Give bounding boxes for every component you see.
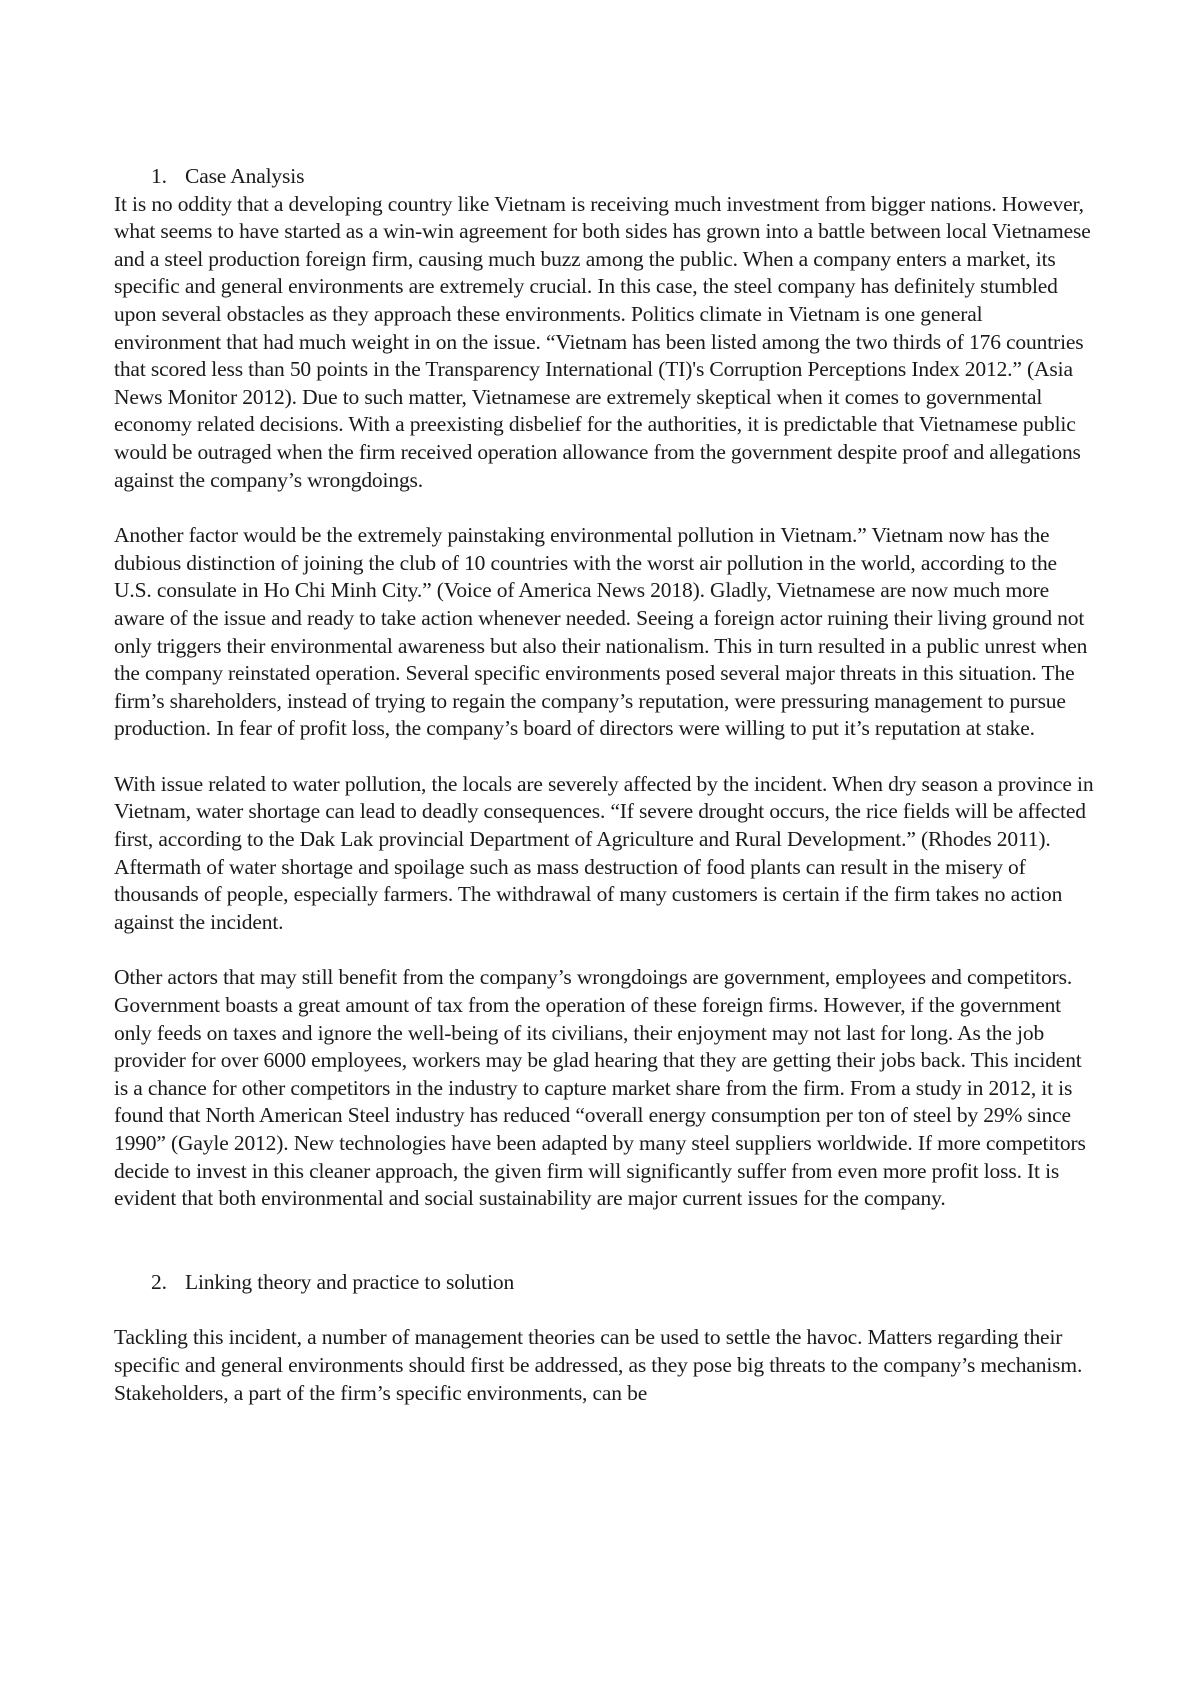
section-title: Linking theory and practice to solution (185, 1269, 515, 1294)
section-spacer (114, 1213, 1094, 1269)
paragraph-case-analysis-1: It is no oddity that a developing country like Vietnam is receiving much investment from bigger nations. However, what seems to have started as a win-win agreement for both sides has grown into a battle between local Vietnamese and a steel production foreign firm, causing much buzz among the public. When a company enters a market, its specific and general environments are extremely crucial. In this case, the steel company has definitely stumbled upon several obstacles as they approach these environments. Politics climate in Vietnam is one general environment that had much weight in on the issue. “Vietnam has been listed among the two thirds of 176 countries that scored less than 50 points in the Transparency International (TI)'s Corruption Perceptions Index 2012.” (Asia News Monitor 2012). Due to such matter, Vietnamese are extremely skeptical when it comes to governmental economy related decisions. With a preexisting disbelief for the authorities, it is predictable that Vietnamese public would be outraged when the firm received operation allowance from the government despite proof and allegations against the company’s wrongdoings. (114, 191, 1091, 492)
paragraph-case-analysis-4: Other actors that may still benefit from the company’s wrongdoings are government, employees and competitors. Government boasts a great amount of tax from the operation of these foreign firms. However, if the government only feeds on taxes and ignore the well-being of its civilians, their enjoyment may not last for long. As the job provider for over 6000 employees, workers may be glad hearing that they are getting their jobs back. This incident is a chance for other competitors in the industry to capture market share from the firm. From a study in 2012, it is found that North American Steel industry has reduced “overall energy consumption per ton of steel by 29% since 1990” (Gayle 2012). New technologies have been adapted by many steel suppliers worldwide. If more competitors decide to invest in this cleaner approach, the given firm will significantly suffer from even more profit loss. It is evident that both environmental and social sustainability are major current issues for the company. (114, 965, 1086, 1211)
paragraph-spacer (114, 936, 1094, 964)
section-title: Case Analysis (185, 164, 305, 188)
paragraph-spacer (114, 494, 1094, 522)
paragraph-spacer (114, 1296, 1094, 1324)
paragraph-case-analysis-3: With issue related to water pollution, the locals are severely affected by the incident. When dry season a province in Vietnam, water shortage can lead to deadly consequences. “If severe drought occurs, the rice fields will be affected first, according to the Dak Lak provincial Department of Agriculture and Rural Development.” (Rhodes 2011). Aftermath of water shortage and spoilage such as mass destruction of food plants can result in the misery of thousands of people, especially farmers. The withdrawal of many customers is certain if the firm takes no action against the incident. (114, 771, 1094, 934)
section-number: 2. (151, 1269, 167, 1294)
section-heading-case-analysis (114, 163, 1094, 191)
document-body (114, 163, 1094, 1407)
paragraph-spacer (114, 743, 1094, 771)
paragraph-linking-theory-1: Tackling this incident, a number of management theories can be used to settle the havoc. Matters regarding their specific and general environments should first be addressed, as they pose big threats to the company’s mechanism. Stakeholders, a part of the firm’s specific environments, can be (114, 1325, 1083, 1405)
paragraph-case-analysis-2: Another factor would be the extremely painstaking environmental pollution in Vietnam.” Vietnam now has the dubious distinction of joining the club of 10 countries with the worst air pollution in the world, according to the U.S. consulate in Ho Chi Minh City.” (Voice of America News 2018). Gladly, Vietnamese are now much more aware of the issue and ready to take action whenever needed. Seeing a foreign actor ruining their living ground not only triggers their environmental awareness but also their nationalism. This in turn resulted in a public unrest when the company reinstated operation. Several specific environments posed several major threats in this situation. The firm’s shareholders, instead of trying to regain the company’s reputation, were pressuring management to pursue production. In fear of profit loss, the company’s board of directors were willing to put it’s reputation at stake. (114, 523, 1088, 741)
section-heading-linking-theory (114, 1269, 1094, 1297)
section-number: 1. (151, 164, 167, 188)
